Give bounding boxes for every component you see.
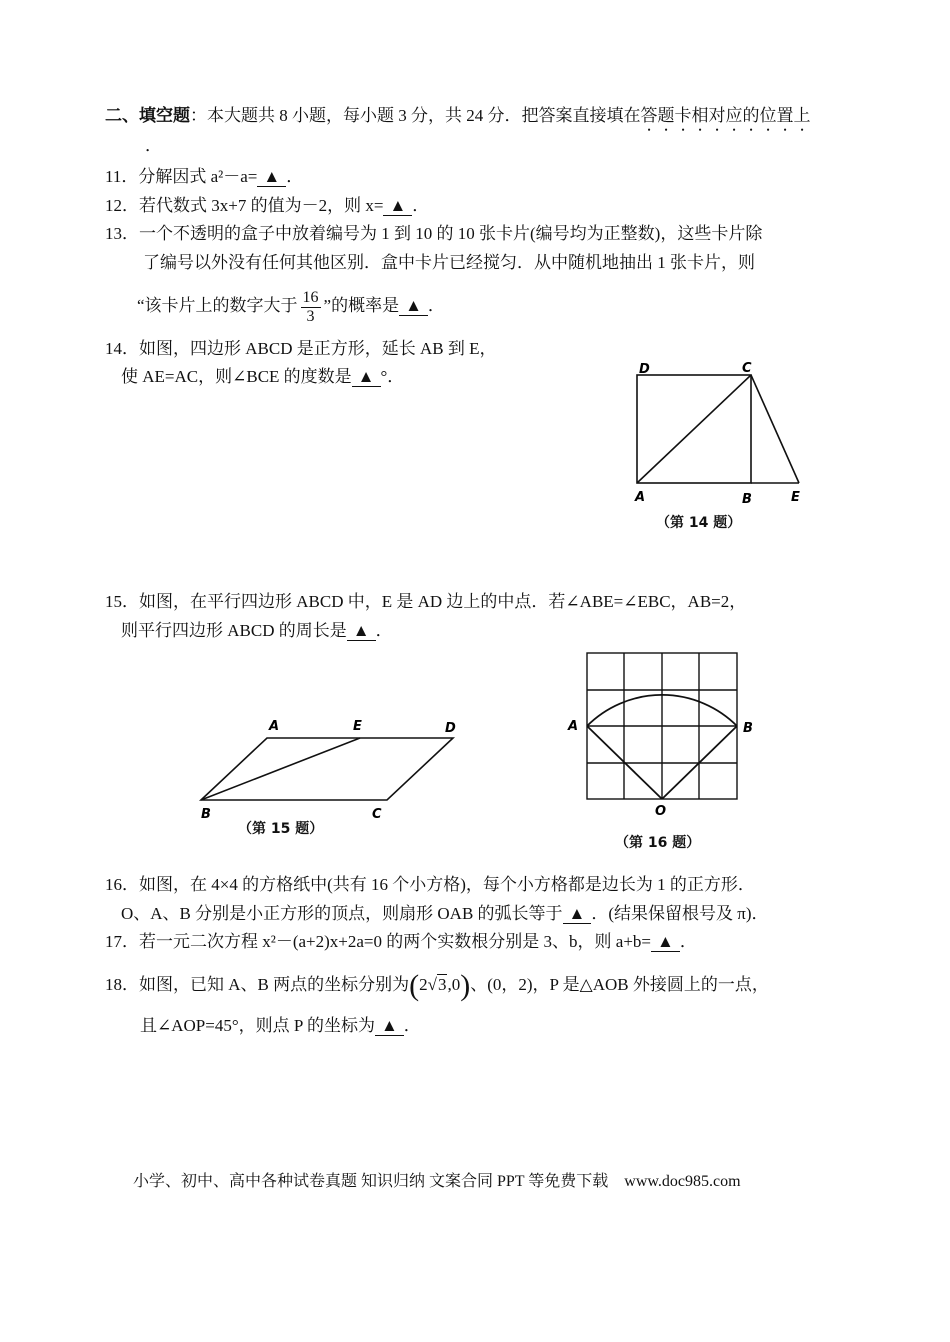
answer-blank: ▲ xyxy=(563,905,592,924)
figure-14 xyxy=(625,355,825,525)
label-a: A xyxy=(568,719,579,734)
question-end: °． xyxy=(380,367,405,386)
label-b: B xyxy=(742,492,752,507)
question-11 xyxy=(105,165,303,189)
label-a: A xyxy=(635,490,646,505)
answer-blank: ▲ xyxy=(399,297,428,316)
question-text: 分解因式 a²－a= xyxy=(138,167,258,186)
question-text: 使 AE=AC，则∠BCE 的度数是 xyxy=(121,367,352,386)
segment-be xyxy=(201,738,360,800)
question-text: “该卡片上的数字大于 xyxy=(137,296,298,315)
answer-blank: ▲ xyxy=(347,622,376,641)
label-c: C xyxy=(742,361,752,376)
question-number: 17． xyxy=(105,932,139,951)
question-number: 14． xyxy=(105,339,139,358)
section-intro: ：本大题共 8 小题，每小题 3 分，共 24 分．把答案直接填在 xyxy=(190,106,641,125)
answer-blank: ▲ xyxy=(352,368,381,387)
section-intro-end: ． xyxy=(145,136,162,155)
question-text: 如图，四边形 ABCD 是正方形，延长 AB 到 E， xyxy=(139,339,497,358)
section-title: 二、填空题 xyxy=(105,106,190,126)
question-number: 16． xyxy=(105,875,139,894)
question-15-line-1 xyxy=(105,590,746,614)
figure-15-caption: （第 15 题） xyxy=(238,821,324,837)
fraction-denominator: 3 xyxy=(306,307,315,325)
question-14-line-1 xyxy=(105,337,496,361)
label-e: E xyxy=(791,490,800,505)
question-number: 18． xyxy=(105,975,139,994)
question-text: 、(0，2)，P 是△AOB 外接圆上的一点， xyxy=(470,975,769,994)
question-18-line-2 xyxy=(140,1014,421,1038)
figure-16-caption: （第 16 题） xyxy=(615,835,701,851)
question-16-line-2 xyxy=(121,902,769,926)
question-15-line-2 xyxy=(121,619,393,643)
question-text: 则平行四边形 ABCD 的周长是 xyxy=(121,621,347,640)
question-13-line-1 xyxy=(105,222,762,246)
question-text: 且∠AOP=45°，则点 P 的坐标为 xyxy=(140,1016,375,1035)
question-text: ”的概率是 xyxy=(323,296,400,315)
question-text: 了编号以外没有任何其他区别．盒中卡片已经搅匀．从中随机地抽出 1 张卡片，则 xyxy=(143,253,755,272)
question-text: 若代数式 3x+7 的值为－2，则 x= xyxy=(139,196,384,215)
question-text: 如图，在 4×4 的方格纸中(共有 16 个小方格)，每个小方格都是边长为 1 的正方形． xyxy=(139,875,755,894)
figure-14-caption: （第 14 题） xyxy=(656,515,742,531)
answer-blank: ▲ xyxy=(651,933,680,952)
question-number: 13． xyxy=(105,224,139,243)
parallelogram-abcd xyxy=(201,738,453,800)
figure-15 xyxy=(195,715,475,825)
label-d: D xyxy=(639,362,650,377)
question-13-line-3 xyxy=(137,286,445,326)
question-end: ． xyxy=(286,167,304,186)
question-text: 如图，已知 A、B 两点的坐标分别为 xyxy=(139,975,410,994)
question-number: 11． xyxy=(105,167,139,186)
question-end: ． xyxy=(679,932,697,951)
question-number: 12． xyxy=(105,196,139,215)
fraction-numerator: 16 xyxy=(302,288,319,306)
section-intro-emphasis: 答题卡相对应的位置上 xyxy=(640,106,811,125)
answer-blank: ▲ xyxy=(375,1017,404,1036)
label-c: C xyxy=(372,807,382,822)
question-17 xyxy=(105,930,697,954)
section-heading-end xyxy=(145,134,162,158)
question-end: ．(结果保留根号及 π)． xyxy=(591,904,769,923)
segment-ac xyxy=(637,375,751,483)
coordinate-a: (2√3,0) xyxy=(409,969,471,1003)
label-b: B xyxy=(201,807,211,822)
question-end: ． xyxy=(403,1016,421,1035)
question-13-line-2 xyxy=(143,251,755,275)
question-end: ． xyxy=(427,296,445,315)
section-heading xyxy=(105,104,811,135)
segment-ce xyxy=(751,375,799,483)
label-d: D xyxy=(445,721,456,736)
question-end: ． xyxy=(412,196,430,215)
question-12 xyxy=(105,194,429,218)
question-number: 15． xyxy=(105,592,139,611)
page-footer: 小学、初中、高中各种试卷真题 知识归纳 文案合同 PPT 等免费下载 www.doc985.com xyxy=(133,1173,741,1190)
question-text: 一个不透明的盒子中放着编号为 1 到 10 的 10 张卡片(编号均为正整数)，这些卡片除 xyxy=(139,224,763,243)
question-14-line-2 xyxy=(121,365,404,389)
question-16-line-1 xyxy=(105,873,755,897)
answer-blank: ▲ xyxy=(383,197,412,216)
question-text: O、A、B 分别是小正方形的顶点，则扇形 OAB 的弧长等于 xyxy=(121,904,563,923)
figure-16 xyxy=(565,650,765,830)
question-text: 如图，在平行四边形 ABCD 中，E 是 AD 边上的中点．若∠ABE=∠EBC，AB=2， xyxy=(139,592,747,611)
label-a: A xyxy=(269,719,280,734)
label-b: B xyxy=(743,721,753,736)
fraction xyxy=(301,289,321,326)
question-text: 若一元二次方程 x²－(a+2)x+2a=0 的两个实数根分别是 3、b，则 a+b= xyxy=(139,932,651,951)
label-e: E xyxy=(353,719,362,734)
question-end: ． xyxy=(375,621,393,640)
answer-blank: ▲ xyxy=(257,168,286,187)
question-18-line-1 xyxy=(105,967,769,1004)
label-o: O xyxy=(655,804,667,819)
